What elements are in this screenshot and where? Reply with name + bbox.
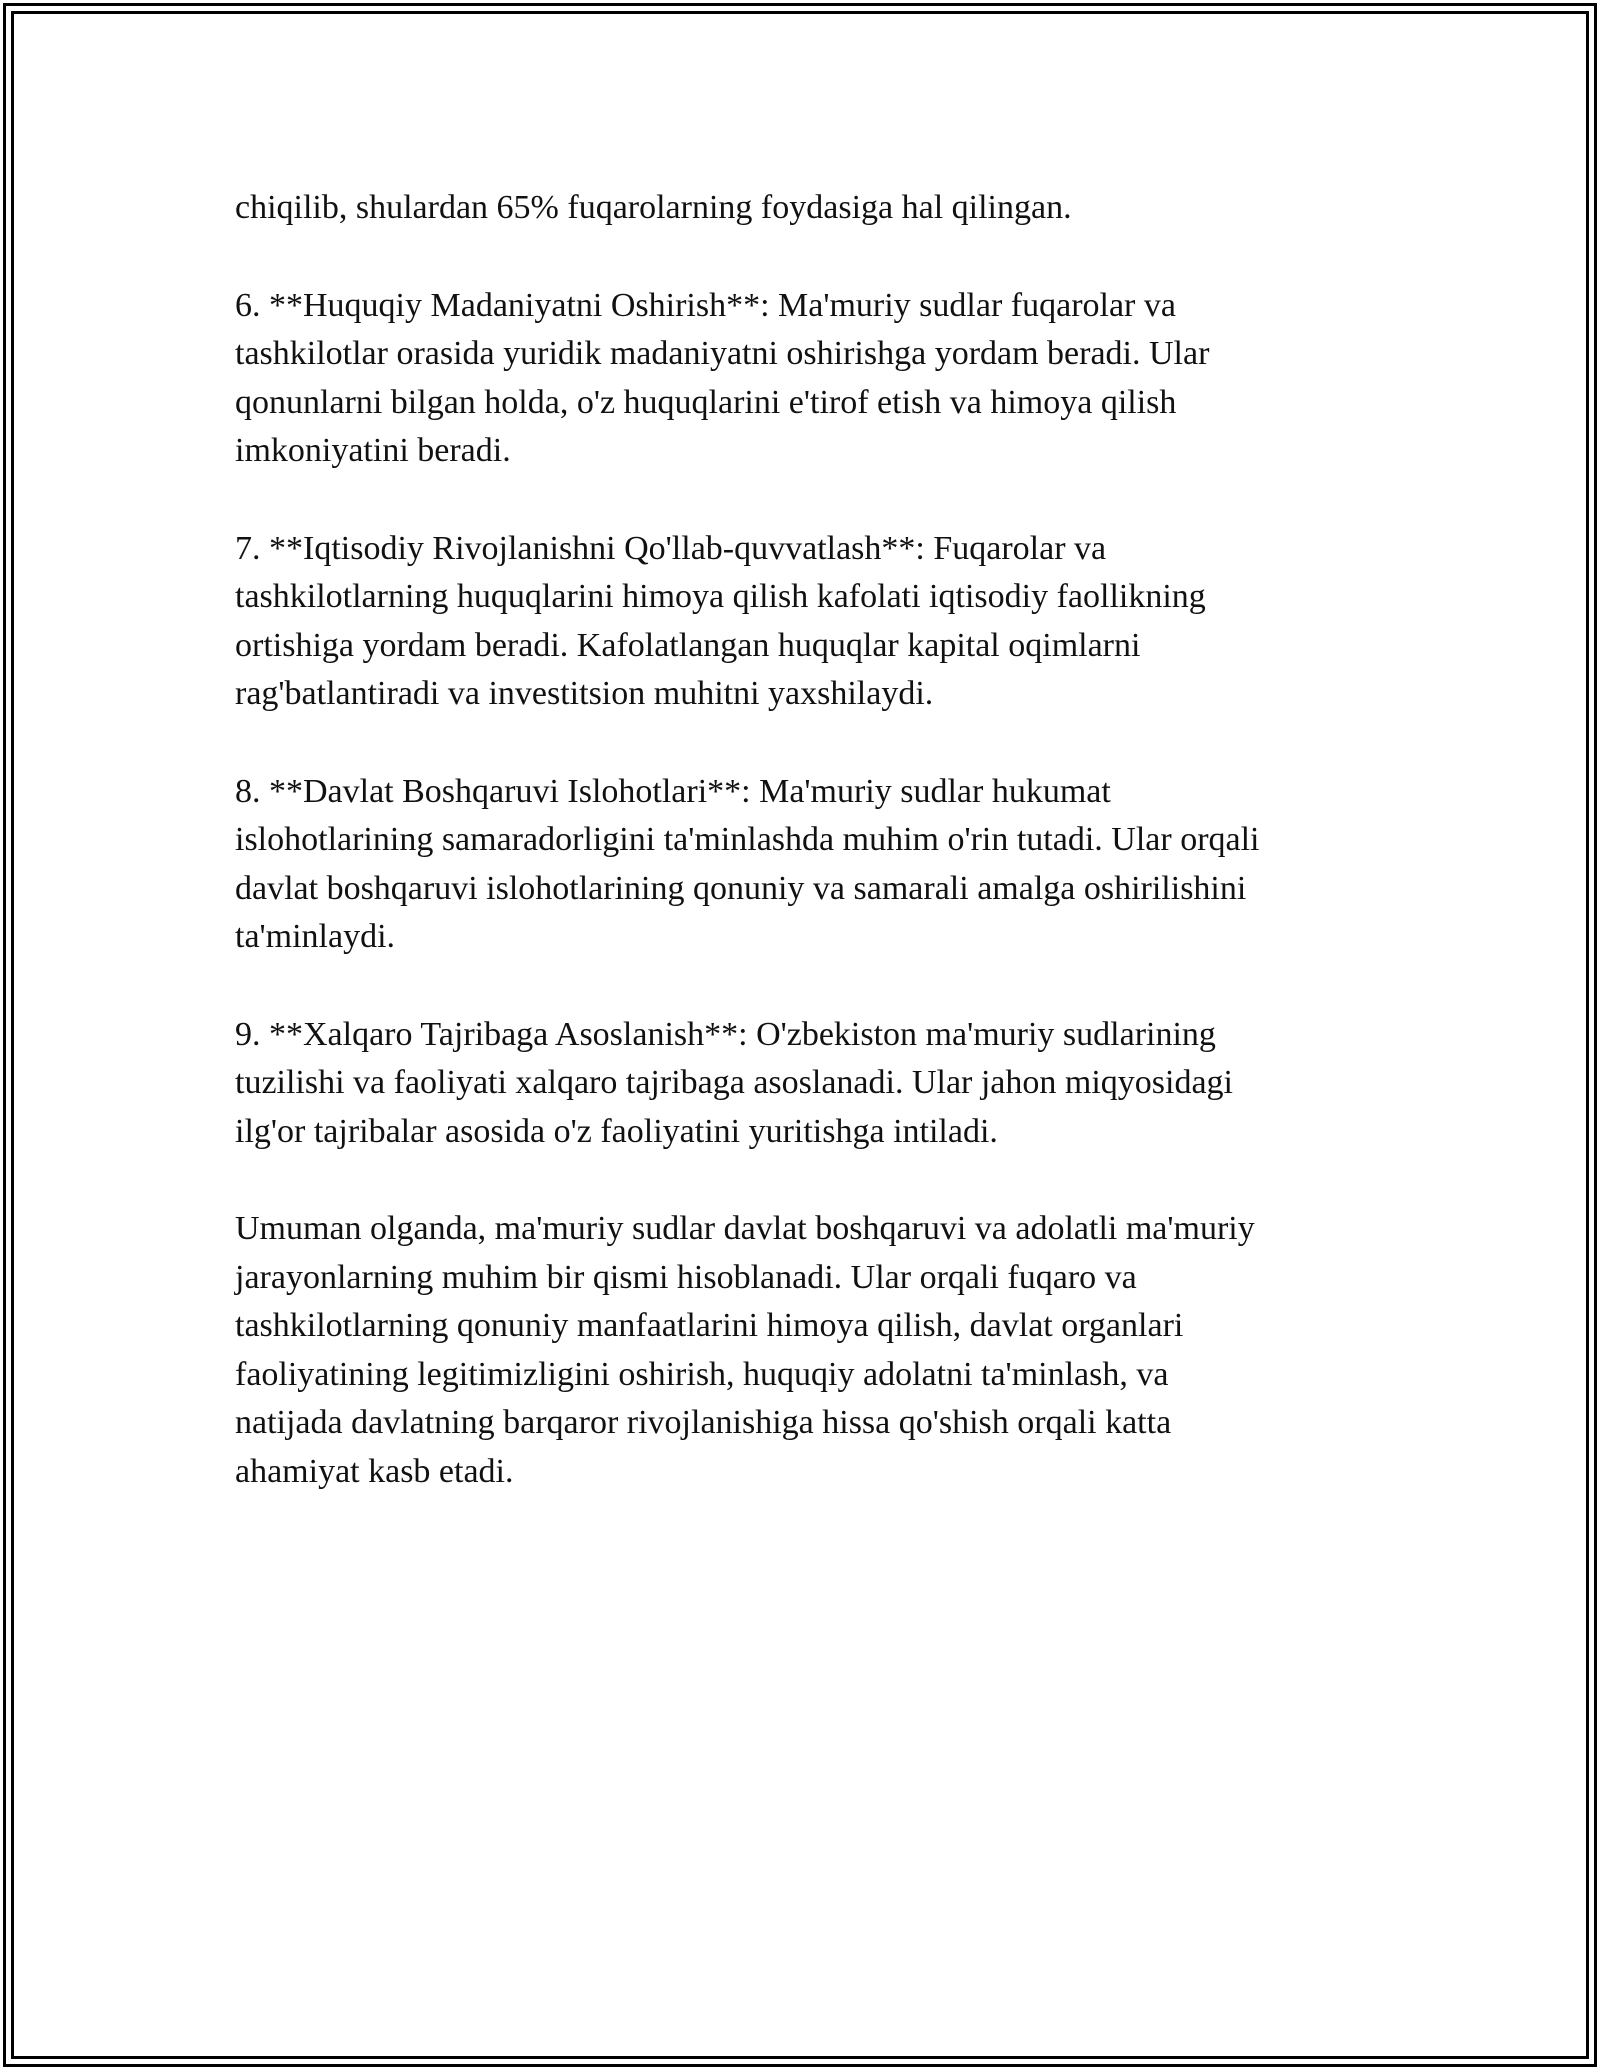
text-line: davlat boshqaruvi islohotlarining qonuniy va samarali amalga oshirilishini <box>235 869 1247 907</box>
paragraph-item-7 <box>235 525 1365 719</box>
paragraph-item-8 <box>235 768 1365 962</box>
paragraph-conclusion <box>235 1205 1365 1496</box>
text-line: 6. **Huquqiy Madaniyatni Oshirish**: Ma'muriy sudlar fuqarolar va <box>235 286 1176 324</box>
text-line: ortishiga yordam beradi. Kafolatlangan huquqlar kapital oqimlarni <box>235 626 1141 664</box>
paragraph-item-9 <box>235 1011 1365 1157</box>
text-line: faoliyatining legitimizligini oshirish, huquqiy adolatni ta'minlash, va <box>235 1355 1169 1393</box>
text-line: tashkilotlarning qonuniy manfaatlarini himoya qilish, davlat organlari <box>235 1307 1184 1344</box>
text-line: ahamiyat kasb etadi. <box>235 1452 514 1490</box>
text-line: 9. **Xalqaro Tajribaga Asoslanish**: O'zbekiston ma'muriy sudlarining <box>235 1015 1216 1053</box>
text-line: qonunlarni bilgan holda, o'z huquqlarini e'tirof etish va himoya qilish <box>235 383 1177 421</box>
text-line: natijada davlatning barqaror rivojlanishiga hissa qo'shish orqali katta <box>235 1404 1172 1441</box>
paragraph-item-6 <box>235 282 1365 476</box>
text-line: rag'batlantiradi va investitsion muhitni yaxshilaydi. <box>235 675 934 712</box>
document-body <box>235 184 1365 1496</box>
text-line: Umuman olganda, ma'muriy sudlar davlat boshqaruvi va adolatli ma'muriy <box>235 1210 1255 1247</box>
text-line: 7. **Iqtisodiy Rivojlanishni Qo'llab-quvvatlash**: Fuqarolar va <box>235 529 1107 567</box>
text-line: tashkilotlar orasida yuridik madaniyatni oshirishga yordam beradi. Ular <box>235 335 1210 372</box>
text-line: chiqilib, shulardan 65% fuqarolarning foydasiga hal qilingan. <box>235 189 1072 226</box>
text-line: tashkilotlarning huquqlarini himoya qilish kafolati iqtisodiy faollikning <box>235 578 1206 615</box>
paragraph-continuation <box>235 184 1365 233</box>
text-line: islohotlarining samaradorligini ta'minlashda muhim o'rin tutadi. Ular orqali <box>235 821 1260 858</box>
text-line: tuzilishi va faoliyati xalqaro tajribaga asoslanadi. Ular jahon miqyosidagi <box>235 1064 1234 1101</box>
text-line: ta'minlaydi. <box>235 918 396 955</box>
text-line: jarayonlarning muhim bir qismi hisoblanadi. Ular orqali fuqaro va <box>235 1258 1137 1296</box>
text-line: 8. **Davlat Boshqaruvi Islohotlari**: Ma'muriy sudlar hukumat <box>235 772 1111 810</box>
text-line: imkoniyatini beradi. <box>235 432 511 469</box>
text-line: ilg'or tajribalar asosida o'z faoliyatini yuritishga intiladi. <box>235 1112 998 1150</box>
